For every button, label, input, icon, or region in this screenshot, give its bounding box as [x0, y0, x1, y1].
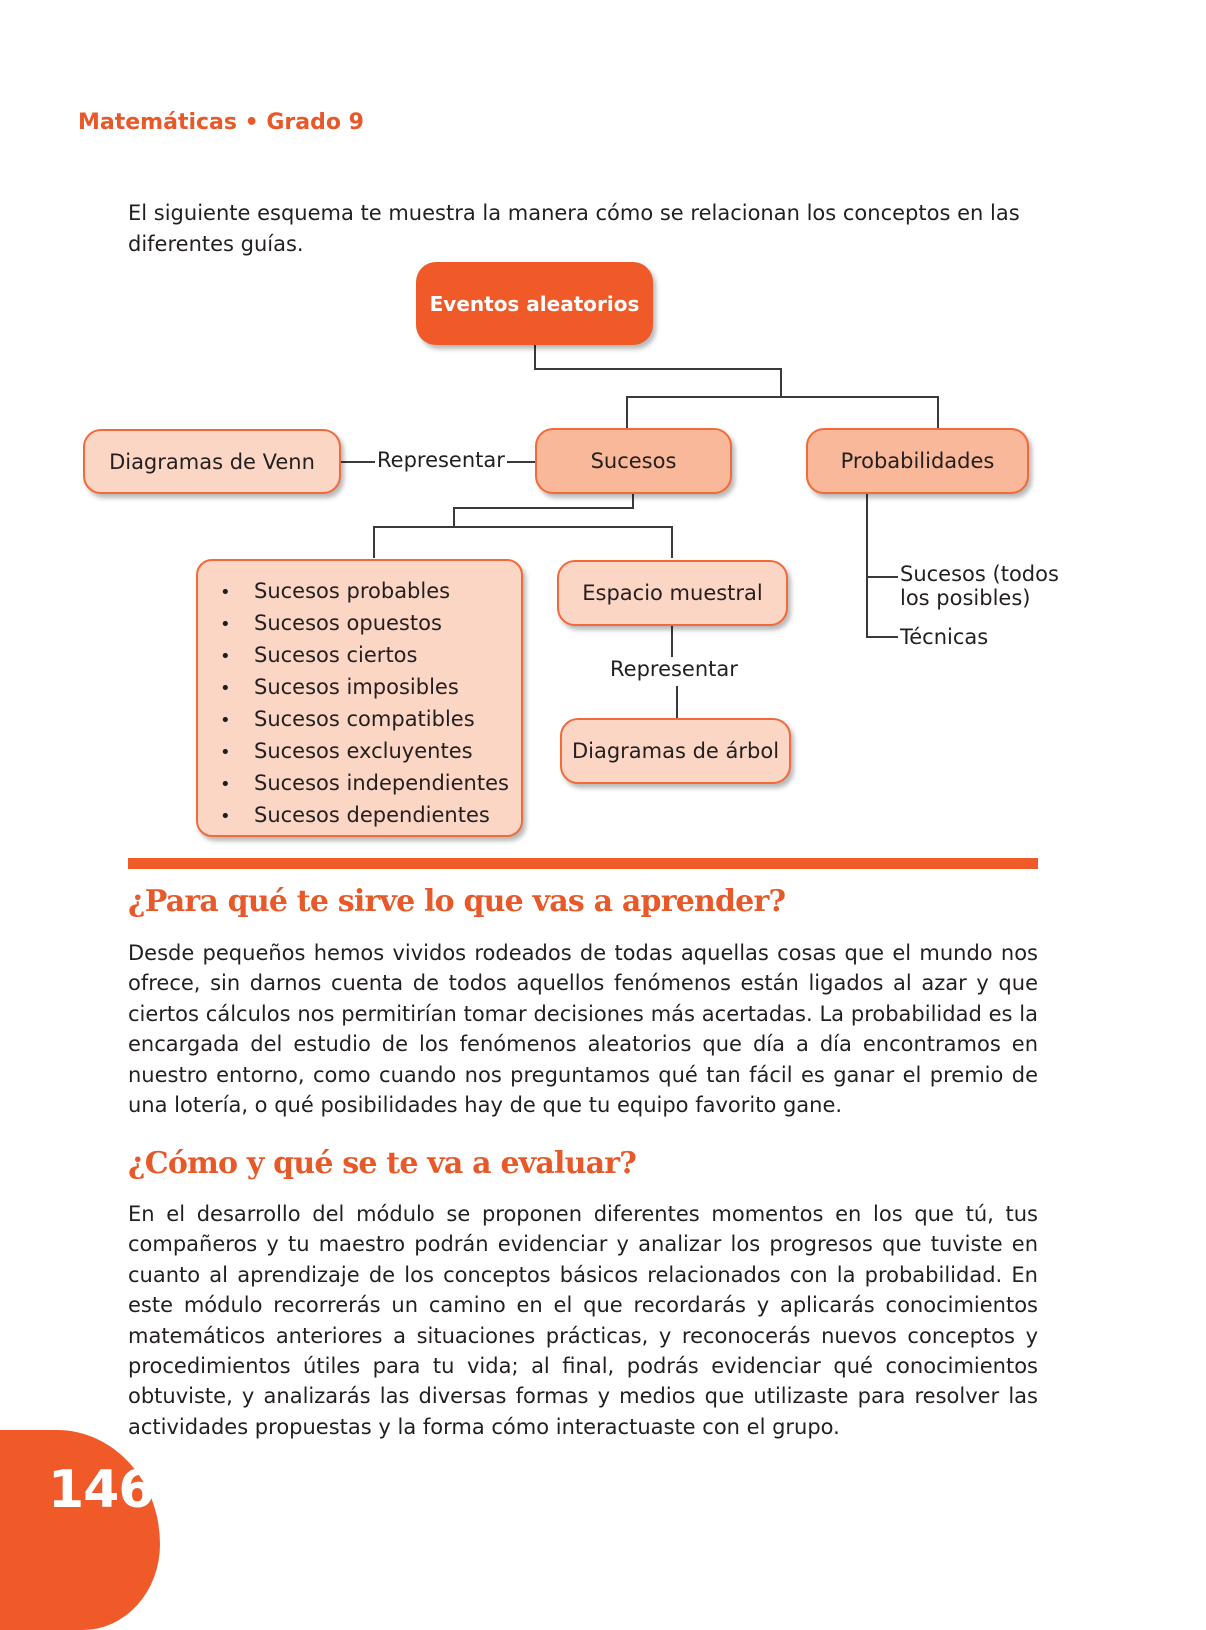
- section-body-evaluation: En el desarrollo del módulo se proponen diferentes momentos en los que tú, tus compañeros y tu maestro podrán evidenciar y analizar los progresos que tuviste en cuanto al aprendizaje de los conceptos básicos relacionados con la probabilidad. En este módulo recorrerás un camino en el que recordarás y aplicarás conocimientos matemáticos anteriores a situaciones prácticas, y reconocerás nuevos conceptos y procedimientos útiles para tu vida; al final, podrás evidenciar qué conocimientos obtuviste, y analizarás las diversas formas y medios que utilizaste para resolver las actividades propuestas y la forma cómo interactuaste con el grupo.: [128, 1202, 1038, 1439]
- node-sucesos: Sucesos: [535, 428, 732, 494]
- label-sucesos-todos-posibles: Sucesos (todos los posibles): [900, 562, 1059, 610]
- page-number: 146: [48, 1460, 154, 1520]
- intro-text: El siguiente esquema te muestra la manera cómo se relacionan los conceptos en las diferentes guías.: [128, 201, 1020, 256]
- list-item: • Sucesos probables: [220, 575, 511, 607]
- node-sucesos-list: [196, 559, 523, 837]
- bullet-icon: •: [220, 806, 231, 827]
- node-probabilidades: Probabilidades: [806, 428, 1029, 494]
- list-item: • Sucesos dependientes: [220, 799, 511, 831]
- label-representar-left: Representar: [377, 448, 505, 472]
- section-divider: [128, 858, 1038, 869]
- list-item: • Sucesos compatibles: [220, 703, 511, 735]
- bullet-icon: •: [220, 678, 231, 699]
- node-eventos-aleatorios: Eventos aleatorios: [416, 262, 653, 345]
- bullet-icon: •: [220, 614, 231, 635]
- page-header: Matemáticas • Grado 9: [78, 110, 364, 135]
- list-item: • Sucesos ciertos: [220, 639, 511, 671]
- node-espacio-muestral: Espacio muestral: [557, 560, 788, 626]
- label-tecnicas: Técnicas: [900, 625, 989, 649]
- section-body-purpose: Desde pequeños hemos vividos rodeados de todas aquellas cosas que el mundo nos ofrece, sin darnos cuenta de todos aquellos fenómenos están ligados al azar y que ciertos cálculos nos permitirían tomar decisiones más acertadas. La probabilidad es la encargada del estudio de los fenómenos aleatorios que día a día encontramos en nuestro entorno, como cuando nos preguntamos qué tan fácil es ganar el premio de una lotería, o qué posibilidades hay de que tu equipo favorito gane.: [128, 941, 1038, 1118]
- bullet-icon: •: [220, 582, 231, 603]
- bullet-icon: •: [220, 774, 231, 795]
- sucesos-type-list: [220, 575, 511, 831]
- section-heading-evaluation: ¿Cómo y qué se te va a evaluar?: [128, 1146, 637, 1181]
- list-item: • Sucesos independientes: [220, 767, 511, 799]
- node-diagramas-venn: Diagramas de Venn: [83, 429, 341, 494]
- section-heading-purpose: ¿Para qué te sirve lo que vas a aprender?: [128, 884, 786, 919]
- bullet-icon: •: [220, 742, 231, 763]
- bullet-icon: •: [220, 646, 231, 667]
- list-item: • Sucesos imposibles: [220, 671, 511, 703]
- label-representar-mid: Representar: [610, 657, 738, 681]
- bullet-icon: •: [220, 710, 231, 731]
- node-diagramas-arbol: Diagramas de árbol: [560, 718, 791, 784]
- list-item: • Sucesos opuestos: [220, 607, 511, 639]
- list-item: • Sucesos excluyentes: [220, 735, 511, 767]
